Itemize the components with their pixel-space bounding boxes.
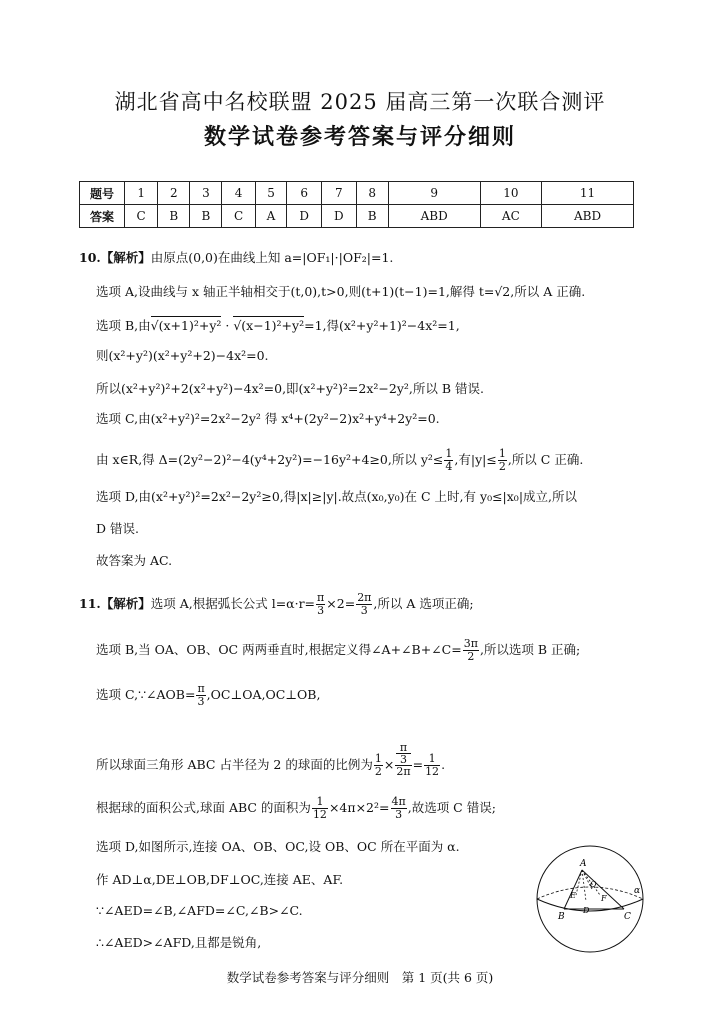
q11-line-2 [96, 638, 580, 663]
text: 选项 C,∵∠AOB= [96, 687, 196, 702]
label-a: A [580, 859, 587, 869]
q10-line-10: 故答案为 AC. [96, 553, 173, 568]
text: =1,得(x²+y²+1)²−4x²=1, [304, 318, 460, 333]
q11-label: 11.【解析】 [79, 596, 151, 611]
q11-line-5 [96, 796, 496, 821]
answer-cell: C [222, 205, 255, 228]
text: 选项 B,由 [96, 318, 151, 333]
q11-line-1 [79, 592, 474, 617]
fraction: $\frac{1}{2}$ [374, 752, 382, 778]
text: ,所以 C 正确. [507, 452, 584, 467]
text: = [412, 757, 424, 772]
q10-line-4: 则(x²+y²)(x²+y²+2)−4x²=0. [96, 348, 269, 363]
label-e: E [570, 891, 576, 900]
label-b: B [558, 912, 565, 922]
answer-cell: B [158, 205, 190, 228]
q10-line-2: 选项 A,设曲线与 x 轴正半轴相交于(t,0),t>0,则(t+1)(t−1)=1,解得 t=√2,所以 A 正确. [96, 284, 586, 299]
q10-line-5: 所以(x²+y²)²+2(x²+y²)−4x²=0,即(x²+y²)²=2x²−2y²,所以 B 错误. [96, 381, 484, 396]
label-d: D [583, 906, 590, 915]
fraction: $\frac{\pi}{3}$ [317, 591, 325, 617]
answer-cell: D [287, 205, 322, 228]
question-number: 7 [321, 182, 356, 205]
q10-line-7 [96, 448, 583, 473]
q10-line-3 [96, 317, 460, 335]
row-label-number: 题号 [80, 182, 125, 205]
answer-cell: ABD [388, 205, 480, 228]
text: ×4π×2²= [328, 800, 390, 815]
q10-line-1 [79, 249, 393, 267]
fraction: $\frac{1}{12}$ [425, 752, 440, 778]
fraction: $\frac{3\pi}{2}$ [463, 637, 478, 663]
label-f: F [601, 894, 607, 903]
q10-line-6: 选项 C,由(x²+y²)²=2x²−2y² 得 x⁴+(2y²−2)x²+y⁴+2y²=0. [96, 411, 440, 426]
fraction: $\frac{\pi}{3}$ [197, 682, 205, 708]
question-number: 5 [255, 182, 287, 205]
page-title: 湖北省高中名校联盟 2025 届高三第一次联合测评 [114, 90, 606, 114]
text: · [221, 318, 234, 333]
text: . [441, 757, 446, 772]
answer-row [80, 205, 634, 228]
label-alpha: α [634, 886, 641, 896]
label-c: C [624, 912, 631, 922]
question-number: 9 [388, 182, 480, 205]
answer-cell: B [356, 205, 388, 228]
q10-line-8: 选项 D,由(x²+y²)²=2x²−2y²≥0,得|x|≥|y|.故点(x₀,y₀)在 C 上时,有 y₀≤|x₀|成立,所以 [96, 489, 578, 504]
text: ,OC⊥OA,OC⊥OB, [206, 687, 321, 702]
text: 由 x∈R,得 Δ=(2y²−2)²−4(y⁴+2y²)=−16y²+4≥0,所以 y²≤ [96, 452, 444, 467]
answer-cell: D [321, 205, 356, 228]
text: ,所以选项 B 正确; [479, 642, 581, 657]
q11-line-3 [96, 683, 320, 708]
answer-cell: ABD [542, 205, 634, 228]
answer-cell: B [190, 205, 222, 228]
fraction: $\frac{1}{2}$ [498, 447, 506, 473]
fraction: $\frac{4\pi}{3}$ [391, 795, 406, 821]
question-number: 3 [190, 182, 222, 205]
q11-line-8: ∵∠AED=∠B,∠AFD=∠C,∠B>∠C. [96, 903, 303, 918]
sqrt-expression: √(x+1)²+y² [150, 318, 222, 333]
answer-cell: C [125, 205, 158, 228]
text: ,有|y|≤ [454, 452, 497, 467]
q10-text: 由原点(0,0)在曲线上知 a=|OF₁|·|OF₂|=1. [150, 250, 394, 265]
text: ,故选项 C 错误; [407, 800, 496, 815]
question-number: 8 [356, 182, 388, 205]
q11-line-4 [96, 742, 445, 778]
sphere-figure [530, 843, 652, 955]
text: × [383, 757, 395, 772]
text: ,所以 A 选项正确; [373, 596, 474, 611]
fraction: $\frac{2\pi}{3}$ [357, 591, 372, 617]
q10-line-9: D 错误. [96, 521, 139, 536]
nested-fraction: π 3 2π [396, 741, 411, 778]
question-number: 2 [158, 182, 190, 205]
text: 所以球面三角形 ABC 占半径为 2 的球面的比例为 [96, 757, 373, 772]
text: ×2= [326, 596, 356, 611]
label-o: O [590, 880, 597, 889]
text: 根据球的面积公式,球面 ABC 的面积为 [96, 800, 311, 815]
q11-line-7: 作 AD⊥α,DE⊥OB,DF⊥OC,连接 AE、AF. [96, 872, 344, 887]
q10-label: 10.【解析】 [79, 250, 151, 265]
page-footer: 数学试卷参考答案与评分细则 第 1 页(共 6 页) [226, 970, 494, 985]
edge-ac [582, 870, 624, 909]
q11-line-6: 选项 D,如图所示,连接 OA、OB、OC,设 OB、OC 所在平面为 α. [96, 839, 460, 854]
question-number: 6 [287, 182, 322, 205]
question-number: 1 [125, 182, 158, 205]
sqrt-expression: √(x−1)²+y² [233, 318, 305, 333]
fraction: $\frac{1}{4}$ [445, 447, 453, 473]
page-subtitle: 数学试卷参考答案与评分细则 [203, 125, 516, 150]
answer-table [79, 181, 634, 228]
question-number: 11 [542, 182, 634, 205]
q11-line-9: ∴∠AED>∠AFD,且都是锐角, [96, 935, 262, 950]
answer-cell: AC [480, 205, 542, 228]
row-label-answer: 答案 [80, 205, 125, 228]
text: 选项 B,当 OA、OB、OC 两两垂直时,根据定义得∠A+∠B+∠C= [96, 642, 462, 657]
text: 选项 A,根据弧长公式 l=α·r= [150, 596, 316, 611]
fraction: $\frac{1}{12}$ [312, 795, 327, 821]
answer-cell: A [255, 205, 287, 228]
question-number: 4 [222, 182, 255, 205]
question-number-row [80, 182, 634, 205]
sphere-outline [537, 846, 643, 952]
edge-ae [576, 870, 582, 895]
question-number: 10 [480, 182, 542, 205]
